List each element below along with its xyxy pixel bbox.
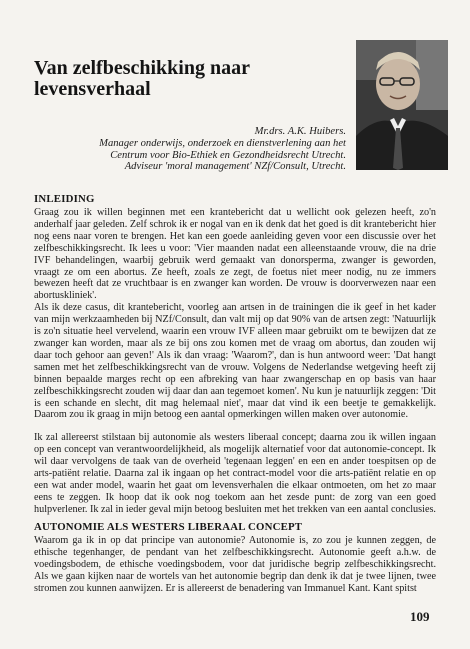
article-title: Van zelfbeschikking naar levensverhaal: [34, 57, 250, 100]
author-block: [26, 126, 346, 173]
section-body-autonomie: [34, 535, 436, 595]
author-affiliation-line-2: Centrum voor Bio-Ethiek en Gezondheidsrecht Utrecht.: [110, 149, 346, 161]
page-number: 109: [410, 609, 430, 624]
paragraph: Ik zal allereerst stilstaan bij autonomie als westers liberaal concept; daarna zou ik willen ingaan op een concept van verantwoordelijkheid, als mogelijk alternatief voor dat autonomie-concept. Ik wil daar vervolgens de taak van de overheid 'tegenaan leggen' en een en ander toespitsen op de arts-patiënt relatie. Daarna zal ik ingaan op het contract-model voor die arts-patiënt relatie en op een wat ander model, waarin het gaat om levensverhalen die elkaar ontmoeten, om het zo maar eens te zeggen. Ik hoop dat ik ook nog toekom aan het zesde punt: de zorg van een goed hulpverlener. Ik zal in ieder geval mijn betoog besluiten met het trekken van een aantal conclusies.: [34, 432, 436, 515]
author-affiliation-line-3: Adviseur 'moral management' NZf/Consult, Utrecht.: [124, 161, 346, 173]
author-portrait-image: [356, 40, 448, 170]
section-body-inleiding: [34, 207, 436, 516]
author-photo: [356, 40, 448, 170]
section-heading-inleiding: INLEIDING: [34, 193, 95, 205]
section-heading-autonomie: AUTONOMIE ALS WESTERS LIBERAAL CONCEPT: [34, 521, 303, 533]
paragraph: Waarom ga ik in op dat principe van autonomie? Autonomie is, zo zou je kunnen zeggen, de ethische tegenhanger, de pendant van het zelfbeschikkingsrecht. Autonomie geeft a.h.w. de voedingsbodem, de ethische voedingsbodem, voor dat juridische begrip zelfbeschikkingsrecht. Als we gaan kijken naar de wortels van het autonomie begrip dan denk ik dat je twee lijnen, twee stromen zou kunnen aanwijzen. Er is allereerst de benadering van Immanuel Kant. Kant spitst: [34, 535, 436, 594]
author-name: Mr.drs. A.K. Huibers.: [254, 126, 346, 137]
paragraph: Graag zou ik willen beginnen met een krantebericht dat u wellicht ook gelezen heeft, zo'n anderhalf jaar geleden. Zelf schrok ik er nogal van en ik denk dat het goed is dit krantebericht hier nog eens naar voren te brengen. Het kan een goede aanleiding geven voor een discussie over het zelfbeschikkingsrecht. Ik lees u voor: 'Vier maanden nadat een alleenstaande vrouw, die na drie IVF behandelingen, waarbij gebruik werd gemaakt van donorsperma, zwanger is geworden, vraagt ze om een abortus. Ze heeft, zoals ze zegt, de foetus niet meer nodig, nu ze immers bewezen heeft dat ze vruchtbaar is en zwanger kan worden. De vrouw is doorverwezen naar een abortuskliniek'.: [34, 207, 436, 302]
paragraph: Als ik deze casus, dit krantebericht, voorleg aan artsen in de trainingen die ik geef in het kader van mijn werkzaamheden bij NZf/Consult, dan valt mij op dat 90% van de artsen zegt: 'Natuurlijk is zo'n situatie heel vervelend, waarin een vrouw IVF alleen maar gebruikt om te bewijzen dat ze zwanger kan worden, maar als ze bij ons zou komen met de vraag om abortus, dan zouden wij daar toch gehoor aan geven!' Als ik dan vraag: 'Waarom?', dan is hun antwoord weer: 'Dat hangt samen met het zelfbeschikkingsrecht van de vrouw. Volgens de Nederlandse wetgeving heeft zij binnen bepaalde marges recht op een afbreking van haar zwangerschap en op basis van haar zelfbeschikkingsrecht zouden wij daar dan aan tegemoet komen'. Nu kun je natuurlijk zeggen: 'Dit is een schande en slecht, dit mag helemaal niet', maar dat vind ik een beetje te gemakkelijk. Daarom zou ik graag in mijn betoog een aantal opmerkingen willen maken over autonomie.: [34, 302, 436, 421]
author-affiliation-line-1: Manager onderwijs, onderzoek en dienstverlening aan het: [99, 137, 346, 149]
